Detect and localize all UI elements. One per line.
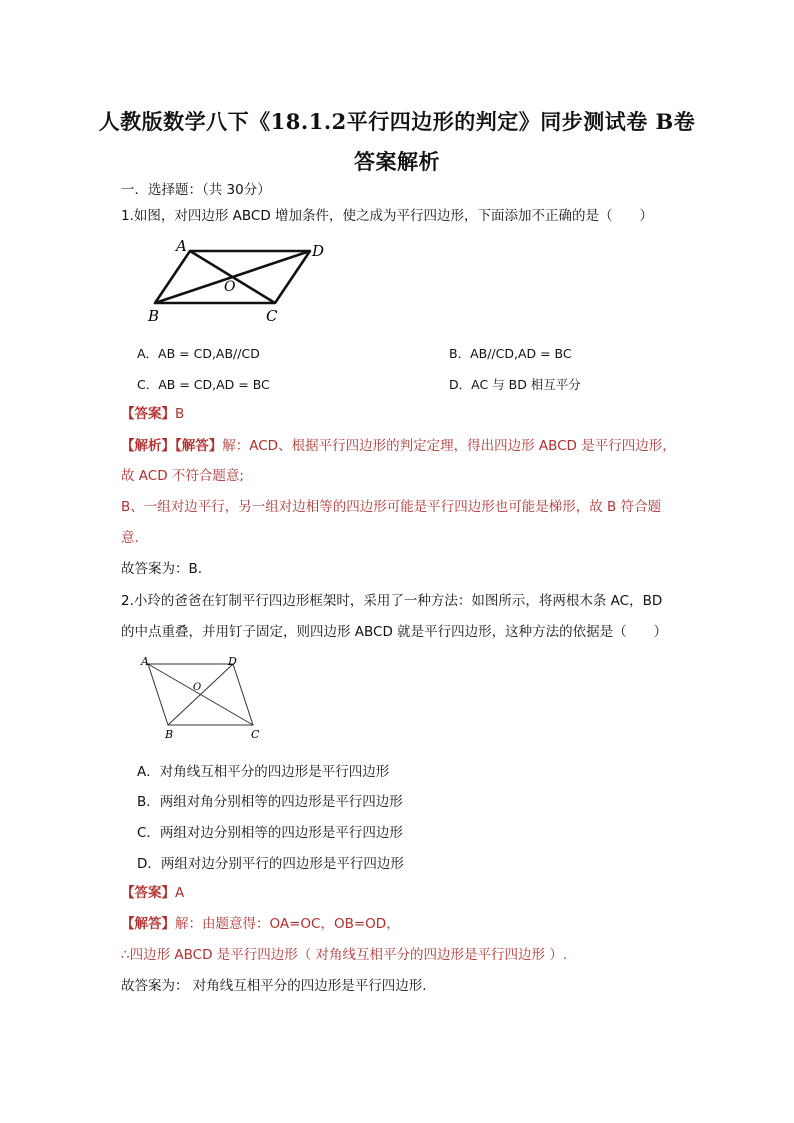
q1-analysis-line2: 故 ACD 不符合题意; <box>121 468 244 484</box>
q1-option-a: A．AB = CD,AB//CD <box>137 346 260 361</box>
q2-label-o: O <box>193 682 202 693</box>
q1-diagonal-bd <box>155 251 310 303</box>
q2-analysis-text1: 解：由题意得：OA=OC，OB=OD， <box>175 916 400 932</box>
q1-analysis-line4: 意. <box>121 530 139 546</box>
q2-stem-line1: 2.小玲的爸爸在钉制平行四边形框架时，采用了一种方法：如图所示，将两根木条 AC，BD <box>121 593 663 609</box>
section-heading: 一．选择题：（共 30分） <box>121 182 271 198</box>
q2-parallelogram-figure <box>136 652 272 742</box>
q2-diagonal-bd <box>168 664 233 725</box>
q1-label-o: O <box>224 279 236 295</box>
q2-option-c: C．两组对边分别相等的四边形是平行四边形 <box>137 825 403 841</box>
q1-analysis-tag: 【解析】【解答】 <box>121 438 223 454</box>
q1-analysis-text1: 解：ACD、根据平行四边形的判定定理，得出四边形 ABCD 是平行四边形， <box>222 438 676 454</box>
q1-answer-tag: 【答案】 <box>121 406 175 422</box>
q1-final-answer: 故答案为：B. <box>121 561 203 577</box>
q1-option-d: D．AC 与 BD 相互平分 <box>449 377 581 392</box>
q2-answer-tag: 【答案】 <box>121 885 175 901</box>
q2-analysis-tag: 【解答】 <box>121 916 175 932</box>
q1-parallelogram-figure <box>140 236 340 328</box>
q1-option-b: B．AB//CD,AD = BC <box>449 346 572 361</box>
q1-answer-value: B <box>175 406 185 422</box>
q1-label-c: C <box>266 307 278 325</box>
q2-analysis-line2: ∴四边形 ABCD 是平行四边形（ 对角线互相平分的四边形是平行四边形 ）. <box>121 947 568 963</box>
q2-analysis-line1 <box>121 914 400 934</box>
document-subtitle: 答案解析 <box>354 149 440 174</box>
q2-answer-value: A <box>175 885 185 901</box>
q1-stem: 1.如图，对四边形 ABCD 增加条件，使之成为平行四边形，下面添加不正确的是（ ） <box>121 208 654 224</box>
q2-label-a: A <box>141 655 149 668</box>
q2-option-d: D．两组对边分别平行的四边形是平行四边形 <box>137 856 404 872</box>
q2-label-d: D <box>228 655 237 668</box>
q1-analysis-line3: B、一组对边平行，另一组对边相等的四边形可能是平行四边形也可能是梯形，故 B 符合题 <box>121 499 662 515</box>
q2-option-a: A．对角线互相平分的四边形是平行四边形 <box>137 764 390 780</box>
q2-final-answer: 故答案为： 对角线互相平分的四边形是平行四边形. <box>121 978 427 994</box>
q1-label-d: D <box>312 242 325 260</box>
q2-option-b: B．两组对角分别相等的四边形是平行四边形 <box>137 794 403 810</box>
q2-answer <box>121 883 184 903</box>
q2-stem-line2: 的中点重叠，并用钉子固定，则四边形 ABCD 就是平行四边形，这种方法的依据是（ ） <box>121 624 668 640</box>
document-title: 人教版数学八下《18.1.2平行四边形的判定》同步测试卷 B卷 <box>98 109 696 134</box>
q2-label-c: C <box>251 728 260 741</box>
q1-label-a: A <box>176 237 187 255</box>
q2-label-b: B <box>165 728 174 741</box>
q1-analysis-line1 <box>121 436 676 456</box>
q1-label-b: B <box>148 307 160 325</box>
q1-option-c: C．AB = CD,AD = BC <box>137 377 270 392</box>
q1-answer <box>121 404 184 424</box>
